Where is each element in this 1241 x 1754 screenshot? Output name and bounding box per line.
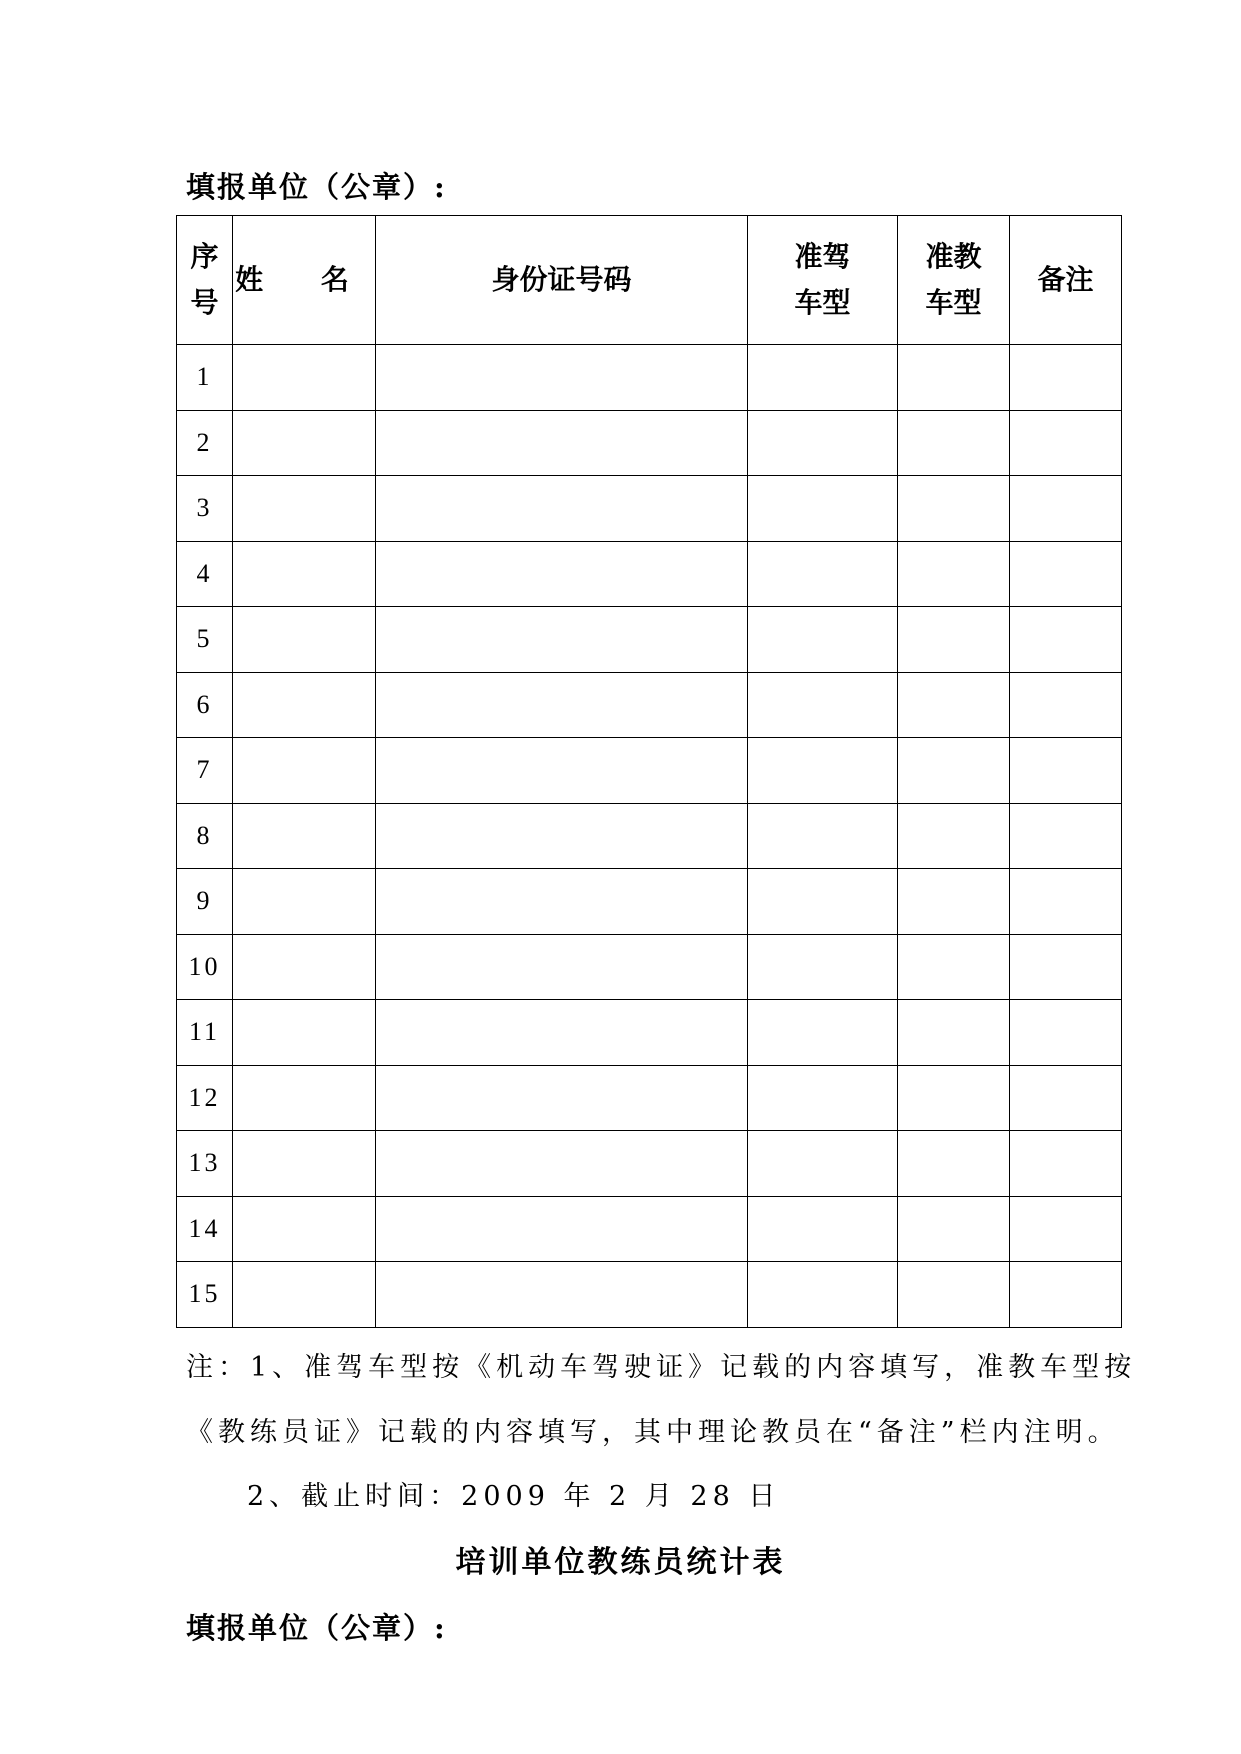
permitted-vehicle-cell[interactable] [748,934,898,1000]
name-cell[interactable] [233,1000,376,1066]
name-cell[interactable] [233,738,376,804]
table-row [177,803,1122,869]
teaching-vehicle-cell[interactable] [898,1131,1010,1197]
table-row [177,541,1122,607]
teaching-vehicle-cell[interactable] [898,1196,1010,1262]
permitted-vehicle-cell[interactable] [748,345,898,411]
permitted-vehicle-cell[interactable] [748,1196,898,1262]
id-number-cell[interactable] [376,345,748,411]
header-id-number: 身份证号码 [376,216,748,345]
remarks-cell[interactable] [1010,1131,1122,1197]
row-number: 12 [177,1065,233,1131]
name-cell[interactable] [233,410,376,476]
permitted-vehicle-cell[interactable] [748,607,898,673]
permitted-vehicle-cell[interactable] [748,672,898,738]
remarks-cell[interactable] [1010,1196,1122,1262]
table-row [177,410,1122,476]
table-row [177,738,1122,804]
permitted-vehicle-cell[interactable] [748,738,898,804]
permitted-vehicle-cell[interactable] [748,1262,898,1328]
header-name: 姓 名 [233,216,376,345]
row-number: 11 [177,1000,233,1066]
name-cell[interactable] [233,476,376,542]
row-number: 4 [177,541,233,607]
table-row [177,1131,1122,1197]
header-permitted-vehicle: 准驾 车型 [748,216,898,345]
name-cell[interactable] [233,345,376,411]
table-row [177,476,1122,542]
name-cell[interactable] [233,1131,376,1197]
header-teaching-vehicle: 准教 车型 [898,216,1010,345]
next-table-title: 培训单位教练员统计表 [455,1545,786,1580]
remarks-cell[interactable] [1010,672,1122,738]
permitted-vehicle-cell[interactable] [748,803,898,869]
remarks-cell[interactable] [1010,1000,1122,1066]
name-cell[interactable] [233,1262,376,1328]
teaching-vehicle-cell[interactable] [898,1065,1010,1131]
row-number: 13 [177,1131,233,1197]
id-number-cell[interactable] [376,672,748,738]
remarks-cell[interactable] [1010,476,1122,542]
id-number-cell[interactable] [376,410,748,476]
permitted-vehicle-cell[interactable] [748,869,898,935]
id-number-cell[interactable] [376,738,748,804]
table-row [177,1065,1122,1131]
name-cell[interactable] [233,1065,376,1131]
remarks-cell[interactable] [1010,1262,1122,1328]
note-line-2: 《教练员证》记载的内容填写，其中理论教员在“备注”栏内注明。 [186,1417,1120,1448]
remarks-cell[interactable] [1010,869,1122,935]
teaching-vehicle-cell[interactable] [898,607,1010,673]
permitted-vehicle-cell[interactable] [748,541,898,607]
remarks-cell[interactable] [1010,607,1122,673]
id-number-cell[interactable] [376,1131,748,1197]
permitted-vehicle-cell[interactable] [748,1000,898,1066]
id-number-cell[interactable] [376,476,748,542]
remarks-cell[interactable] [1010,803,1122,869]
table-row [177,1262,1122,1328]
header-remarks: 备注 [1010,216,1122,345]
row-number: 5 [177,607,233,673]
id-number-cell[interactable] [376,1262,748,1328]
form-unit-label: 填报单位（公章）: [186,170,447,204]
next-form-unit-label: 填报单位（公章）: [186,1611,447,1645]
teaching-vehicle-cell[interactable] [898,803,1010,869]
name-cell[interactable] [233,934,376,1000]
id-number-cell[interactable] [376,803,748,869]
id-number-cell[interactable] [376,934,748,1000]
table-row [177,345,1122,411]
name-cell[interactable] [233,541,376,607]
permitted-vehicle-cell[interactable] [748,1065,898,1131]
remarks-cell[interactable] [1010,934,1122,1000]
teaching-vehicle-cell[interactable] [898,1000,1010,1066]
id-number-cell[interactable] [376,1000,748,1066]
table-row [177,672,1122,738]
permitted-vehicle-cell[interactable] [748,410,898,476]
permitted-vehicle-cell[interactable] [748,1131,898,1197]
row-number: 6 [177,672,233,738]
teaching-vehicle-cell[interactable] [898,934,1010,1000]
teaching-vehicle-cell[interactable] [898,541,1010,607]
teaching-vehicle-cell[interactable] [898,738,1010,804]
row-number: 2 [177,410,233,476]
teaching-vehicle-cell[interactable] [898,672,1010,738]
name-cell[interactable] [233,869,376,935]
remarks-cell[interactable] [1010,410,1122,476]
instructor-table [176,215,1122,1328]
id-number-cell[interactable] [376,1196,748,1262]
row-number: 9 [177,869,233,935]
row-number: 15 [177,1262,233,1328]
name-cell[interactable] [233,607,376,673]
row-number: 7 [177,738,233,804]
table-row [177,934,1122,1000]
teaching-vehicle-cell[interactable] [898,410,1010,476]
id-number-cell[interactable] [376,869,748,935]
row-number: 3 [177,476,233,542]
name-cell[interactable] [233,1196,376,1262]
header-seq: 序 号 [177,216,233,345]
note-line-3: 2、截止时间：2009 年 2 月 28 日 [247,1481,781,1512]
row-number: 10 [177,934,233,1000]
note-line-1: 注：1、准驾车型按《机动车驾驶证》记载的内容填写，准教车型按 [186,1352,1137,1383]
teaching-vehicle-cell[interactable] [898,476,1010,542]
row-number: 14 [177,1196,233,1262]
table-row [177,607,1122,673]
table-row [177,869,1122,935]
name-cell[interactable] [233,803,376,869]
name-cell[interactable] [233,672,376,738]
id-number-cell[interactable] [376,607,748,673]
row-number: 1 [177,345,233,411]
teaching-vehicle-cell[interactable] [898,345,1010,411]
table-row [177,1196,1122,1262]
id-number-cell[interactable] [376,1065,748,1131]
teaching-vehicle-cell[interactable] [898,1262,1010,1328]
id-number-cell[interactable] [376,541,748,607]
table-row [177,1000,1122,1066]
permitted-vehicle-cell[interactable] [748,476,898,542]
remarks-cell[interactable] [1010,345,1122,411]
remarks-cell[interactable] [1010,1065,1122,1131]
row-number: 8 [177,803,233,869]
teaching-vehicle-cell[interactable] [898,869,1010,935]
table-header-row [177,216,1122,345]
remarks-cell[interactable] [1010,738,1122,804]
remarks-cell[interactable] [1010,541,1122,607]
